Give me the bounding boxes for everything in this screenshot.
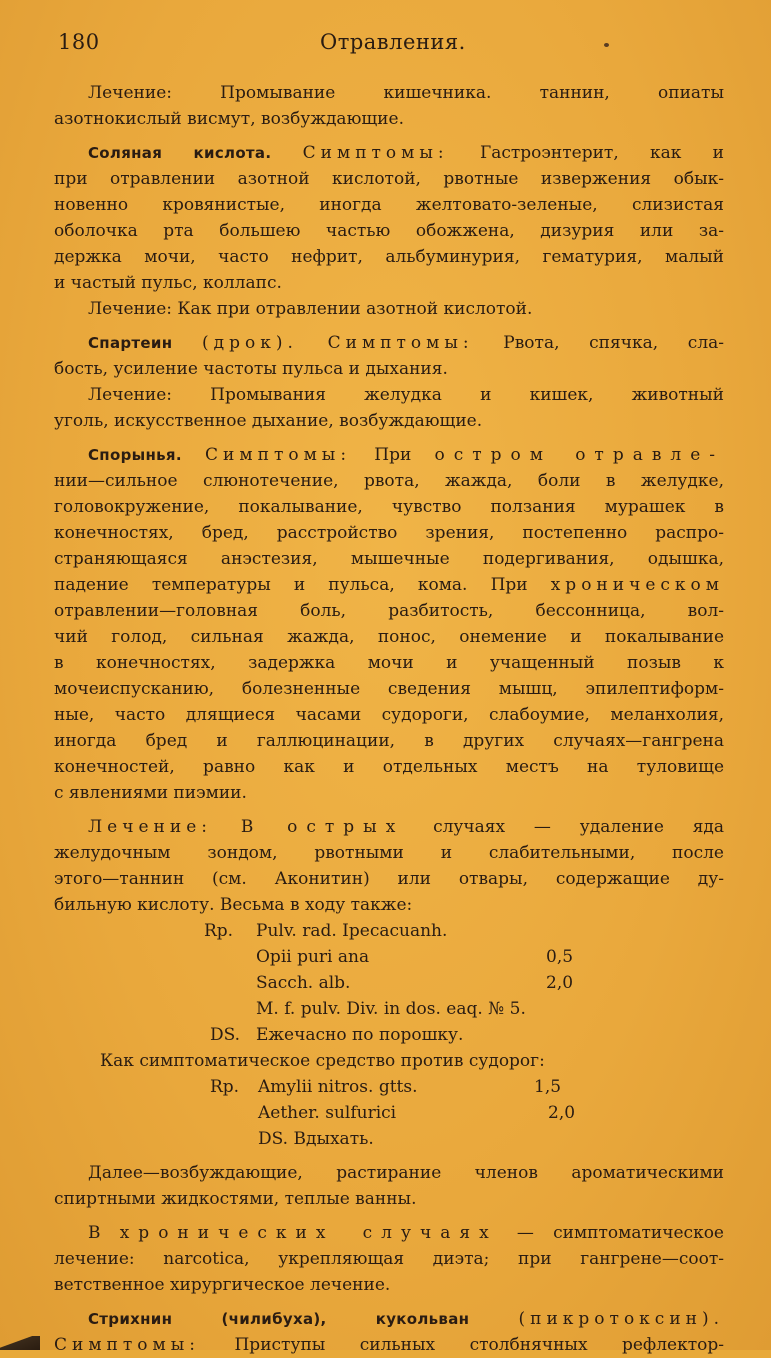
text-line bbox=[54, 840, 724, 866]
rx-dose: 2,0 bbox=[548, 1103, 576, 1123]
prescription-line bbox=[54, 1022, 724, 1048]
text-line-content: нии—сильное слюнотечение, рвота, жажда, боли в желудке, bbox=[54, 471, 724, 491]
entry-term: Соляная кислота. bbox=[88, 144, 272, 162]
text-line bbox=[54, 356, 724, 382]
entry-synonym: (дрок). bbox=[202, 333, 298, 353]
text-line bbox=[54, 270, 724, 296]
text-line bbox=[54, 572, 724, 598]
text-line: Рвота, спячка, сла- bbox=[503, 333, 724, 353]
page-number: 180 bbox=[58, 30, 100, 54]
text-line-content: мочеиспусканию, болезненные сведения мышц, эпилептиформ- bbox=[54, 679, 724, 699]
text-line bbox=[54, 1246, 724, 1272]
text-line-content: с явлениями пиэмии. bbox=[54, 783, 247, 803]
text-line bbox=[54, 218, 724, 244]
prescription-line bbox=[54, 970, 724, 996]
paragraph-treatment-1 bbox=[54, 80, 724, 106]
text-line-content: страняющаяся анэстезия, мышечные подергивания, одышка, bbox=[54, 549, 724, 569]
rx-symbol: Rp. bbox=[204, 921, 234, 941]
text-line-content: ветственное хирургическое лечение. bbox=[54, 1275, 391, 1295]
text-line-content: падение температуры и пульса, кома. При bbox=[54, 575, 528, 595]
text-line-content: чий голод, сильная жажда, понос, онемение и покалывание bbox=[54, 627, 724, 647]
text-line bbox=[54, 598, 724, 624]
paragraph-ergot bbox=[54, 442, 724, 468]
rx-ingredient: Aether. sulfurici bbox=[258, 1103, 397, 1123]
rx-instruction: M. f. pulv. Div. in dos. eaq. № 5. bbox=[256, 999, 526, 1019]
paragraph-strychnine bbox=[54, 1306, 724, 1332]
entry-term: Спорынья. bbox=[88, 446, 182, 464]
rx-dose: 2,0 bbox=[546, 973, 574, 993]
text-line-content: бильную кислоту. Весьма в ходу также: bbox=[54, 895, 413, 915]
paragraph-treatment-3 bbox=[54, 382, 724, 408]
rx-ingredient: Pulv. rad. Ipecacuanh. bbox=[256, 921, 448, 941]
body-text bbox=[54, 80, 724, 1358]
treatment-label: Лечение: bbox=[88, 817, 212, 837]
text-line bbox=[54, 1186, 724, 1212]
text-line-content: Как симптоматическое средство против судорог: bbox=[100, 1051, 545, 1071]
text-line bbox=[54, 408, 724, 434]
entry-synonym: (чилибуха), bbox=[221, 1310, 327, 1328]
text-line-content: желудочным зондом, рвотными и слабительными, после bbox=[54, 843, 724, 863]
text-line-content: Лечение: Промывания желудка и кишек, животный bbox=[88, 385, 724, 405]
text-line-content: при отравлении азотной кислотой, рвотные извержения обык- bbox=[54, 169, 724, 189]
entry-term: Стрихнин bbox=[88, 1310, 173, 1328]
prescription-line bbox=[54, 1126, 724, 1152]
text-line-content: оболочка рта большею частью обожжена, дизурия или за- bbox=[54, 221, 724, 241]
rx-instruction: DS. Вдыхать. bbox=[258, 1129, 374, 1149]
text-line: В bbox=[88, 1223, 101, 1243]
text-line bbox=[54, 728, 724, 754]
text-line bbox=[54, 520, 724, 546]
paragraph-hydrochloric-acid bbox=[54, 140, 724, 166]
text-line-content: бость, усиление частоты пульса и дыхания. bbox=[54, 359, 448, 379]
symptoms-label: Симптомы: bbox=[302, 143, 449, 163]
entry-synonym: (пикротоксин). bbox=[518, 1309, 725, 1329]
symptoms-label: Симптомы: bbox=[205, 445, 352, 465]
text-line: При bbox=[374, 445, 412, 465]
text-line bbox=[54, 494, 724, 520]
text-line-content: лечение: narcotica, укрепляющая диэта; при гангрене—соот- bbox=[54, 1249, 724, 1269]
text-line: Лечение: Промывание кишечника. таннин, опиаты bbox=[88, 83, 724, 103]
text-line bbox=[54, 892, 724, 918]
text-line-content: иногда бред и галлюцинации, в других случаях—гангрена bbox=[54, 731, 724, 751]
spaced-term: хронических случаях bbox=[119, 1223, 498, 1243]
text-line bbox=[54, 546, 724, 572]
text-line-content: азотнокислый висмут, возбуждающие. bbox=[54, 109, 404, 129]
text-line-content: Далее—возбуждающие, растирание членов ароматическими bbox=[88, 1163, 724, 1183]
ink-speck bbox=[604, 43, 609, 47]
text-line bbox=[54, 650, 724, 676]
text-line bbox=[54, 1332, 724, 1358]
text-line: Гастроэнтерит, как и bbox=[479, 143, 725, 163]
text-line bbox=[54, 1048, 724, 1074]
rx-symbol: Rp. bbox=[210, 1077, 240, 1097]
text-line: случаях — удаление яда bbox=[433, 817, 725, 837]
text-line bbox=[54, 1272, 724, 1298]
text-line bbox=[54, 244, 724, 270]
rx-ingredient: Sacch. alb. bbox=[256, 973, 351, 993]
text-line-content: конечностях, бред, расстройство зрения, постепенно распро- bbox=[54, 523, 724, 543]
text-line bbox=[54, 624, 724, 650]
page-header bbox=[58, 30, 731, 64]
text-line: В bbox=[240, 817, 259, 837]
text-line bbox=[54, 866, 724, 892]
text-line-content: конечностей, равно как и отдельных местъ на туловище bbox=[54, 757, 724, 777]
text-line-content: отравлении—головная боль, разбитость, бессонница, вол- bbox=[54, 601, 724, 621]
rx-instruction: Ежечасно по порошку. bbox=[256, 1025, 464, 1045]
text-line bbox=[54, 676, 724, 702]
paragraph-further bbox=[54, 1160, 724, 1186]
text-line-content: новенно кровянистые, иногда желтовато-зеленые, слизистая bbox=[54, 195, 724, 215]
text-line: — симптоматическое bbox=[516, 1223, 724, 1243]
paragraph-treatment-2 bbox=[54, 296, 724, 322]
rx-ingredient: Opii puri ana bbox=[256, 947, 370, 967]
spaced-term: отравле- bbox=[575, 445, 725, 465]
text-line-content: Лечение: Как при отравлении азотной кислотой. bbox=[88, 299, 533, 319]
spaced-term: хроническом bbox=[550, 575, 724, 595]
paragraph-treatment-4 bbox=[54, 814, 724, 840]
paragraph-sparteine bbox=[54, 330, 724, 356]
text-line bbox=[54, 754, 724, 780]
prescription-line bbox=[54, 996, 724, 1022]
running-title: Отравления. bbox=[320, 30, 466, 54]
rx-dose: 0,5 bbox=[546, 947, 574, 967]
spaced-term: остром bbox=[434, 445, 552, 465]
entry-term: Спартеин bbox=[88, 334, 173, 352]
text-line-content: и частый пульс, коллапс. bbox=[54, 273, 282, 293]
text-line bbox=[54, 166, 724, 192]
symptoms-label: Симптомы: bbox=[54, 1335, 201, 1355]
text-line-content: Приступы сильных столбнячных рефлектор- bbox=[234, 1335, 724, 1355]
text-line-content: ные, часто длящиеся часами судороги, слабоумие, меланхолия, bbox=[54, 705, 724, 725]
text-line bbox=[54, 106, 724, 132]
prescription-line bbox=[54, 918, 724, 944]
text-line-content: головокружение, покалывание, чувство ползания мурашек в bbox=[54, 497, 724, 517]
rx-ingredient: Amylii nitros. gtts. bbox=[258, 1077, 418, 1097]
text-line bbox=[54, 468, 724, 494]
prescription-line bbox=[54, 944, 724, 970]
paragraph-chronic bbox=[54, 1220, 724, 1246]
text-line-content: спиртными жидкостями, теплые ванны. bbox=[54, 1189, 417, 1209]
rx-dose: 1,5 bbox=[534, 1077, 562, 1097]
symptoms-label: Симптомы: bbox=[327, 333, 474, 353]
text-line-content: этого—таннин (см. Аконитин) или отвары, содержащие ду- bbox=[54, 869, 724, 889]
text-line bbox=[54, 192, 724, 218]
prescription-line bbox=[54, 1074, 724, 1100]
text-line-content: держка мочи, часто нефрит, альбуминурия, гематурия, малый bbox=[54, 247, 724, 267]
text-line-content: уголь, искусственное дыхание, возбуждающие. bbox=[54, 411, 483, 431]
spaced-term: острых bbox=[287, 817, 405, 837]
text-line-content: в конечностях, задержка мочи и учащенный позыв к bbox=[54, 653, 724, 673]
text-line bbox=[54, 780, 724, 806]
page-corner-shadow bbox=[0, 1336, 40, 1350]
entry-term: кукольван bbox=[375, 1310, 470, 1328]
rx-ds: DS. bbox=[210, 1025, 241, 1045]
text-line bbox=[54, 702, 724, 728]
prescription-line bbox=[54, 1100, 724, 1126]
